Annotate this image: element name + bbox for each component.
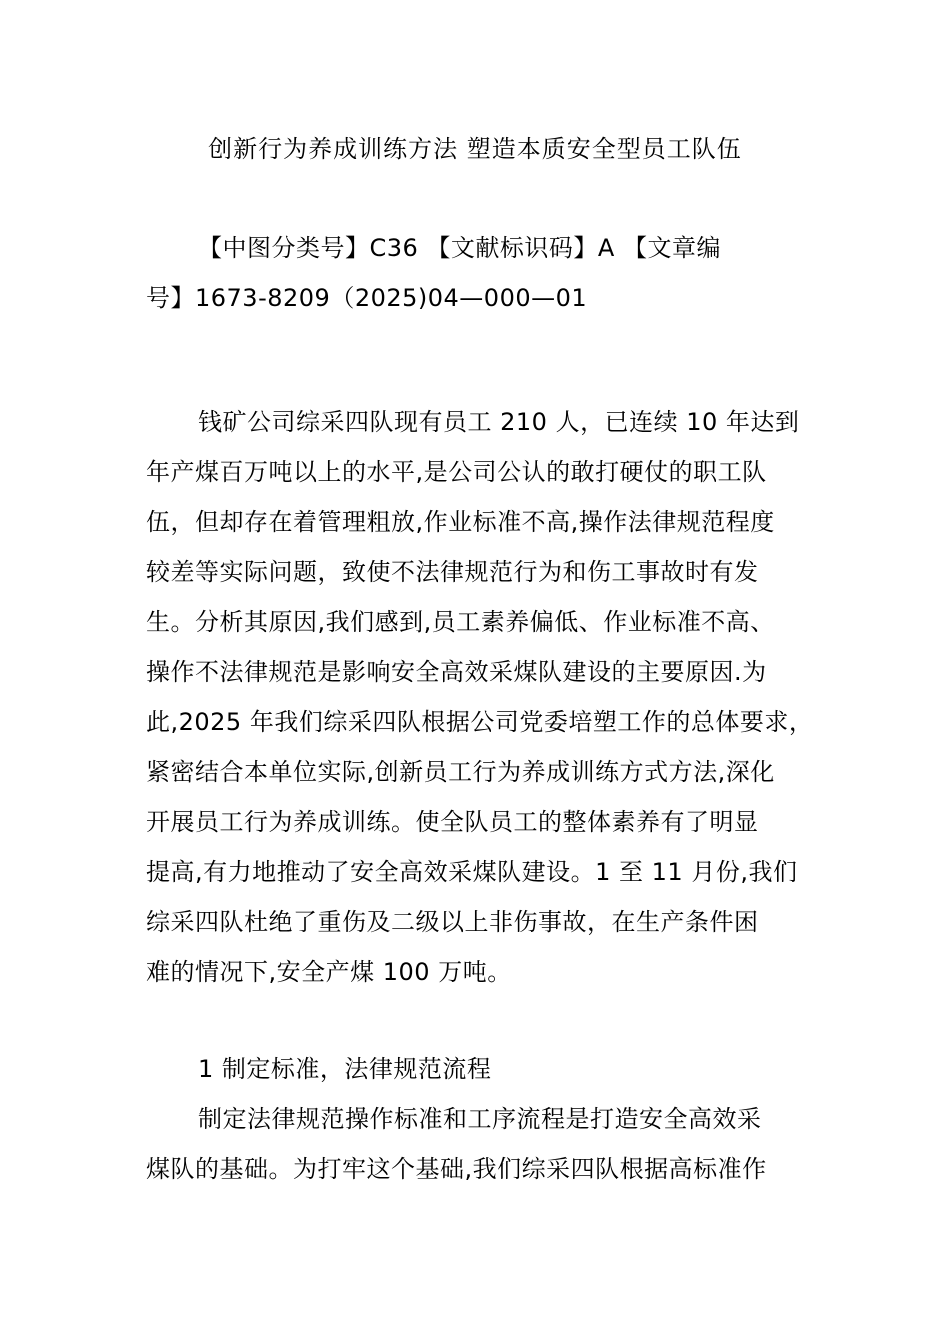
paragraph-line: 生。分析其原因,我们感到,员工素养偏低、作业标准不高、 bbox=[146, 608, 775, 636]
paragraph-line: 制定法律规范操作标准和工序流程是打造安全高效采 bbox=[198, 1105, 762, 1133]
section-heading: 1 制定标准，法律规范流程 bbox=[198, 1055, 492, 1083]
paragraph-line: 操作不法律规范是影响安全高效采煤队建设的主要原因.为 bbox=[146, 658, 767, 686]
paragraph-line: 综采四队杜绝了重伤及二级以上非伤事故，在生产条件困 bbox=[146, 908, 759, 936]
paragraph-line: 开展员工行为养成训练。使全队员工的整体素养有了明显 bbox=[146, 808, 759, 836]
paragraph-line: 年产煤百万吨以上的水平,是公司公认的敢打硬仗的职工队 bbox=[146, 458, 767, 486]
paragraph-line: 紧密结合本单位实际,创新员工行为养成训练方式方法,深化 bbox=[146, 758, 775, 786]
paragraph-line: 较差等实际问题，致使不法律规范行为和伤工事故时有发 bbox=[146, 558, 759, 586]
meta-line-classification: 【中图分类号】C36 【文献标识码】A 【文章编 bbox=[198, 234, 721, 262]
paragraph-line: 钱矿公司综采四队现有员工 210 人，已连续 10 年达到 bbox=[198, 408, 800, 436]
paragraph-line: 煤队的基础。为打牢这个基础,我们综采四队根据高标准作 bbox=[146, 1155, 767, 1183]
document-title: 创新行为养成训练方法 塑造本质安全型员工队伍 bbox=[208, 135, 742, 163]
paragraph-line: 此,2025 年我们综采四队根据公司党委培塑工作的总体要求， bbox=[146, 708, 814, 736]
paragraph-line: 难的情况下,安全产煤 100 万吨。 bbox=[146, 958, 512, 986]
paragraph-line: 伍，但却存在着管理粗放,作业标准不高,操作法律规范程度 bbox=[146, 508, 775, 536]
paragraph-line: 提高,有力地推动了安全高效采煤队建设。1 至 11 月份,我们 bbox=[146, 858, 798, 886]
meta-line-article-number: 号】1673-8209（2025)04—000—01 bbox=[146, 284, 588, 312]
